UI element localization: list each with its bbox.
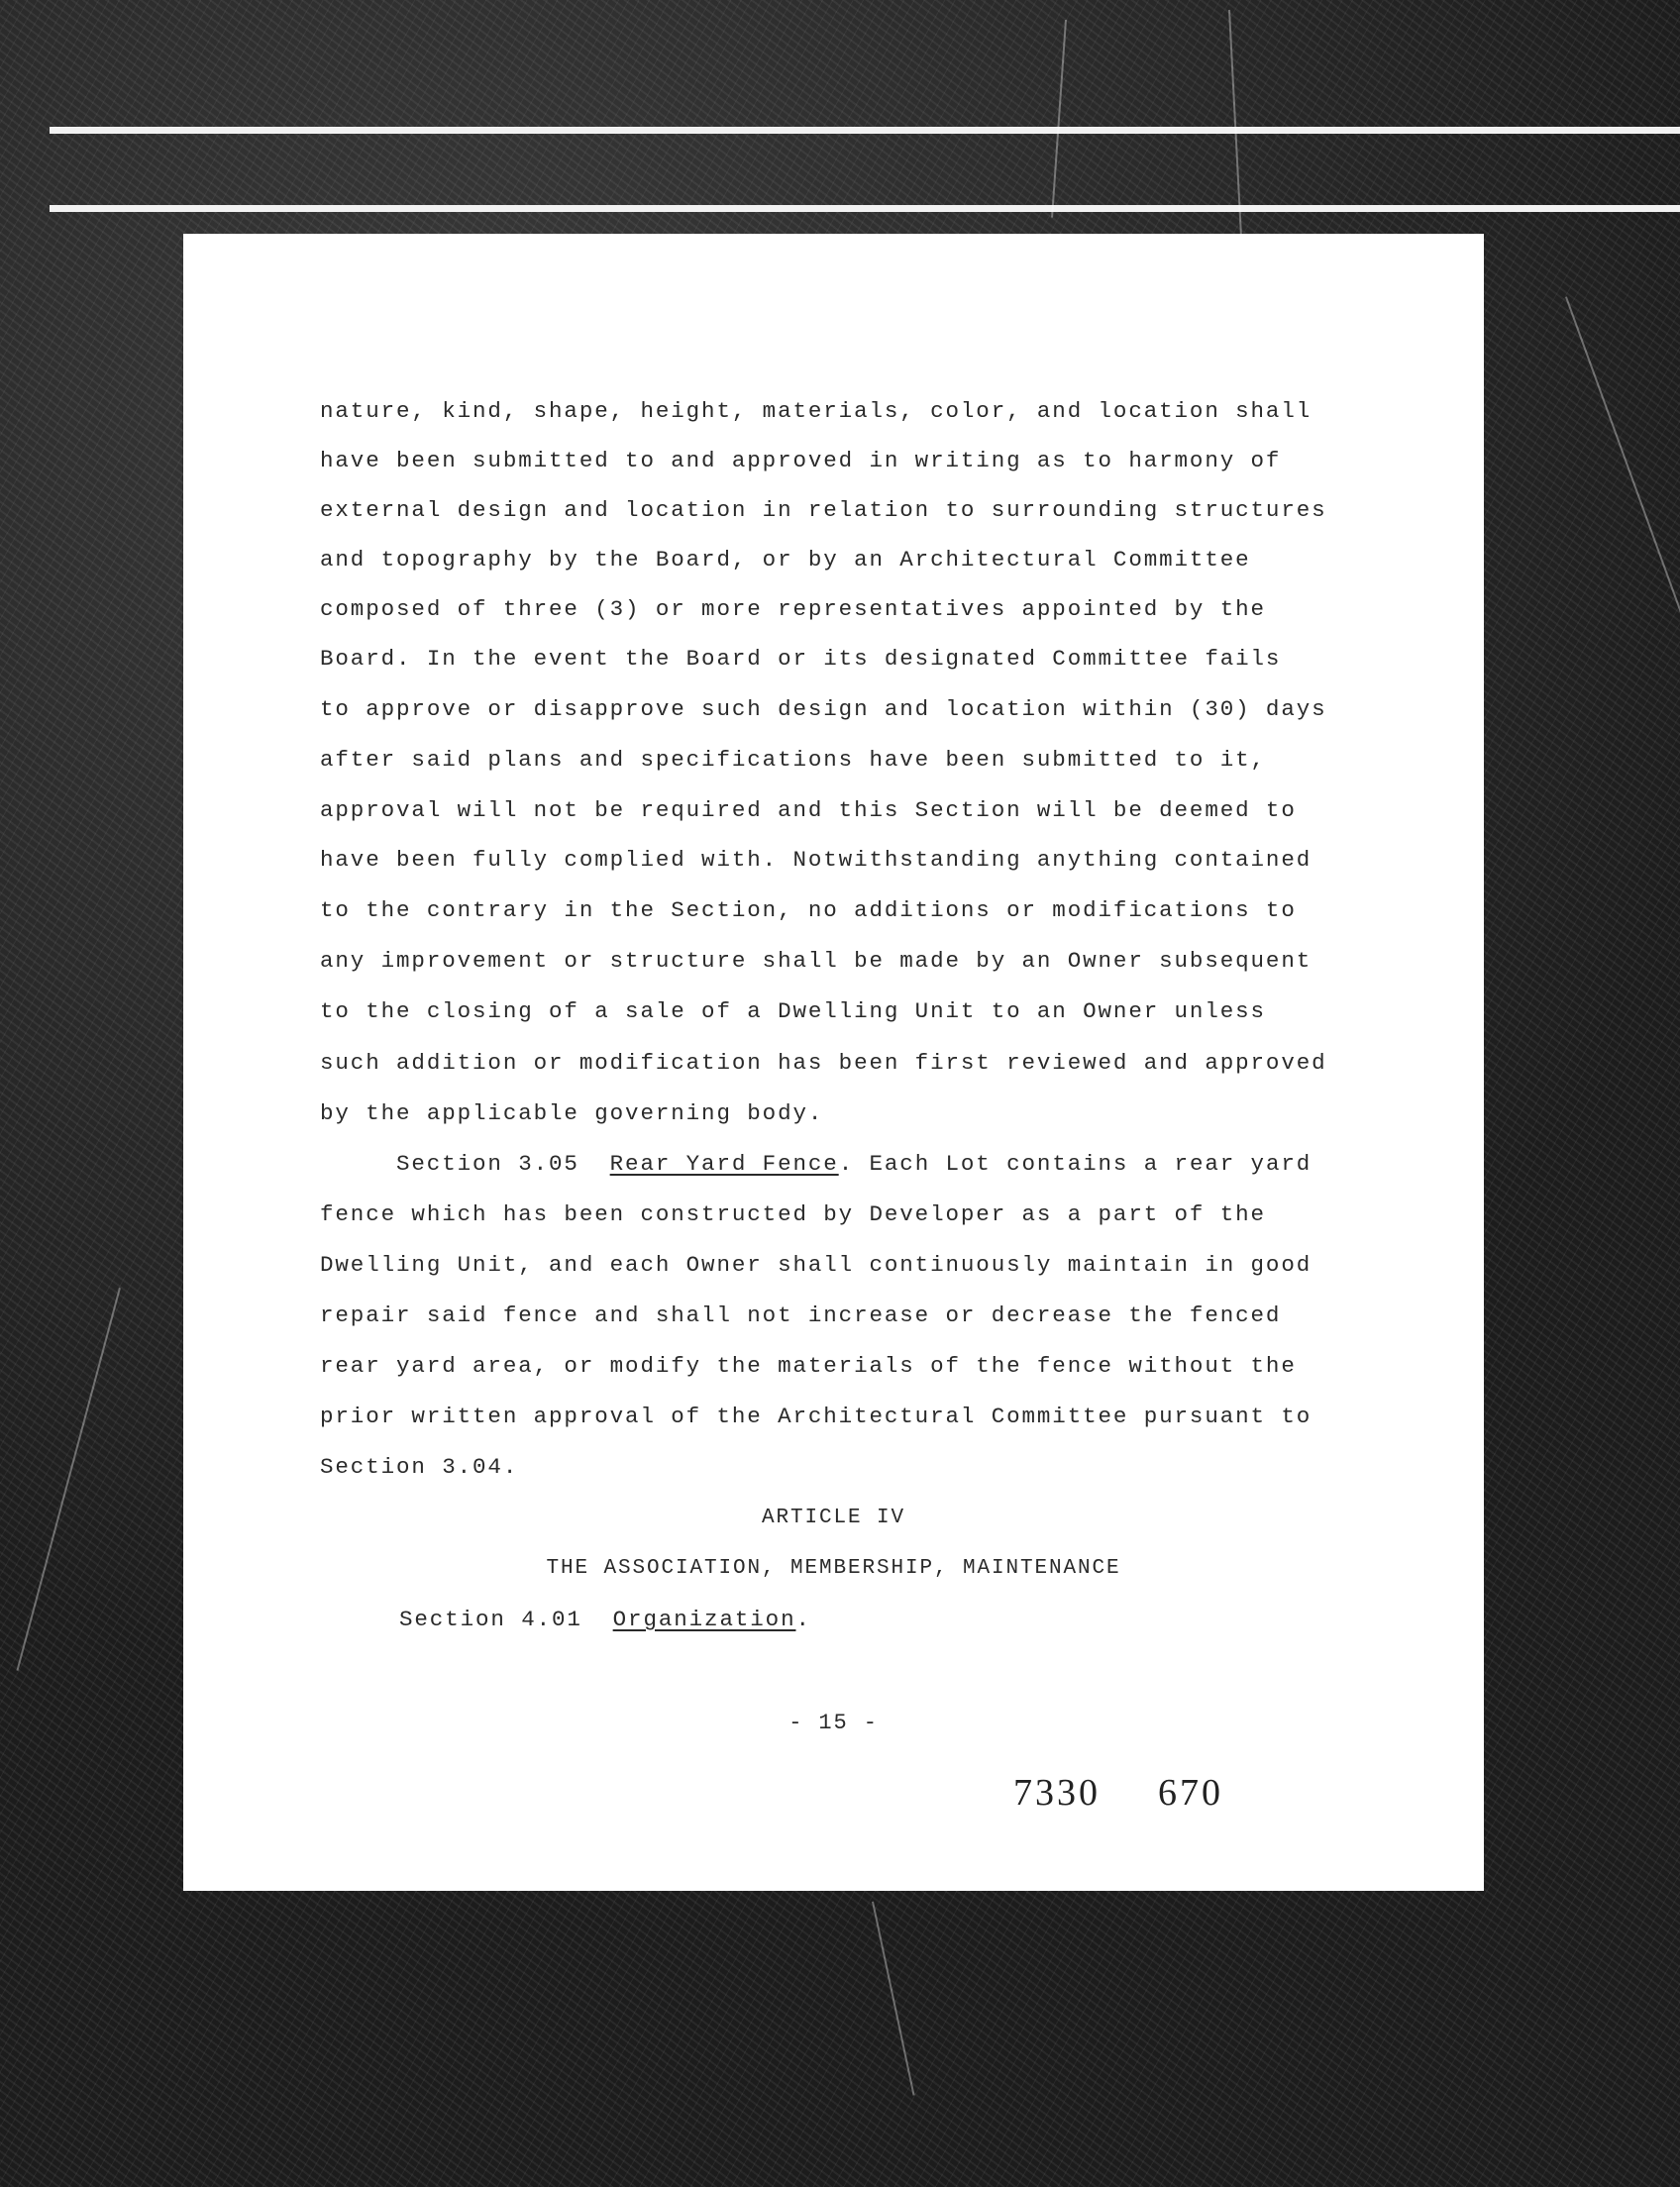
scan-scratch xyxy=(872,1902,915,2096)
article-subtitle: THE ASSOCIATION, MEMBERSHIP, MAINTENANCE xyxy=(546,1557,1121,1580)
paragraph-line: nature, kind, shape, height, materials, color, and location shall xyxy=(320,398,1312,424)
scan-scratch xyxy=(16,1288,120,1671)
paragraph-line: composed of three (3) or more representatives appointed by the xyxy=(320,596,1266,622)
book-number: 7330 xyxy=(1013,1772,1101,1814)
scan-artifact-line xyxy=(50,127,1680,134)
paragraph-line: to the closing of a sale of a Dwelling Unit to an Owner unless xyxy=(320,998,1266,1024)
section-number: Section 3.05 xyxy=(396,1151,579,1177)
paragraph-line: after said plans and specifications have been submitted to it, xyxy=(320,747,1266,773)
page-number: - 15 - xyxy=(788,1711,879,1735)
paragraph-line: approval will not be required and this Section will be deemed to xyxy=(320,797,1297,823)
paragraph-line: have been fully complied with. Notwithstanding anything contained xyxy=(320,847,1312,873)
section-number: Section 4.01 xyxy=(399,1607,582,1632)
book-page-reference xyxy=(1013,1771,1223,1815)
scan-scratch xyxy=(1228,10,1242,238)
paragraph-line: Board. In the event the Board or its designated Committee fails xyxy=(320,646,1282,672)
paragraph-line: prior written approval of the Architectural Committee pursuant to xyxy=(320,1404,1312,1429)
paragraph-line: and topography by the Board, or by an Architectural Committee xyxy=(320,547,1251,573)
paragraph-line: to approve or disapprove such design and location within (30) days xyxy=(320,696,1327,722)
paragraph-line: external design and location in relation to surrounding structures xyxy=(320,497,1327,523)
section-text: . Each Lot contains a rear yard xyxy=(838,1151,1312,1177)
paragraph-line: rear yard area, or modify the materials of the fence without the xyxy=(320,1353,1297,1379)
section-text: . xyxy=(795,1607,811,1632)
section-heading: Rear Yard Fence xyxy=(609,1151,839,1177)
scan-scratch xyxy=(1051,20,1067,218)
paragraph-line: by the applicable governing body. xyxy=(320,1100,824,1126)
paragraph-line: have been submitted to and approved in writing as to harmony of xyxy=(320,448,1282,473)
article-title: ARTICLE IV xyxy=(761,1507,906,1529)
paragraph-line: Section 3.04. xyxy=(320,1454,519,1480)
paragraph-line: fence which has been constructed by Developer as a part of the xyxy=(320,1201,1266,1227)
paragraph-line: repair said fence and shall not increase or decrease the fenced xyxy=(320,1302,1282,1328)
scan-artifact-line xyxy=(50,205,1680,212)
paragraph-line: to the contrary in the Section, no additions or modifications to xyxy=(320,897,1297,923)
section-4-01-heading-line xyxy=(399,1605,1429,1634)
section-3-05-heading-line xyxy=(396,1149,1426,1179)
paragraph-line: such addition or modification has been first reviewed and approved xyxy=(320,1050,1327,1076)
paragraph-line: any improvement or structure shall be made by an Owner subsequent xyxy=(320,948,1312,974)
paragraph-line: Dwelling Unit, and each Owner shall continuously maintain in good xyxy=(320,1252,1312,1278)
book-page-number: 670 xyxy=(1158,1772,1223,1814)
section-heading: Organization xyxy=(612,1607,796,1632)
scan-scratch xyxy=(1565,296,1680,855)
